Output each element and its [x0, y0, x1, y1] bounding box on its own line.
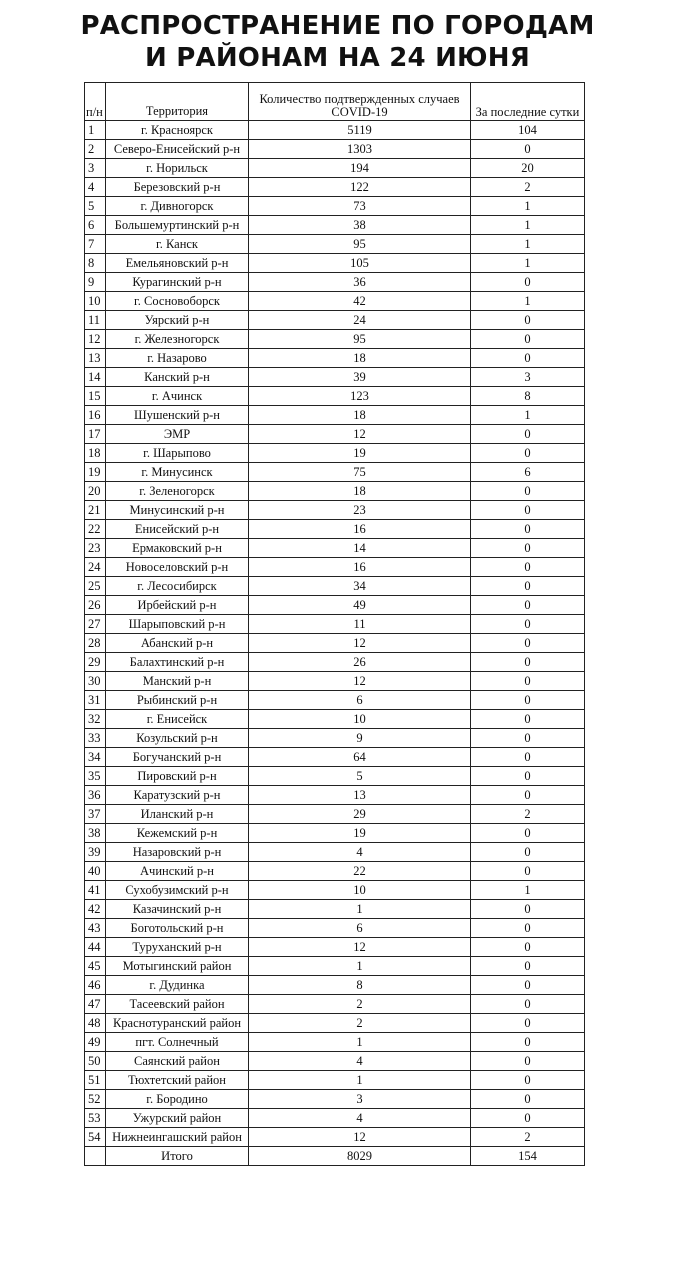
cases-last-day: 0	[471, 862, 585, 881]
territory-name: Назаровский р-н	[106, 843, 249, 862]
cases-last-day: 1	[471, 197, 585, 216]
territory-name: ЭМР	[106, 425, 249, 444]
territory-name: г. Железногорск	[106, 330, 249, 349]
territory-name: г. Сосновоборск	[106, 292, 249, 311]
confirmed-cases: 34	[249, 577, 471, 596]
territory-name: Емельяновский р-н	[106, 254, 249, 273]
territory-name: г. Дивногорск	[106, 197, 249, 216]
row-number: 41	[85, 881, 106, 900]
row-number: 21	[85, 501, 106, 520]
cases-last-day: 0	[471, 140, 585, 159]
row-number: 16	[85, 406, 106, 425]
row-number: 15	[85, 387, 106, 406]
cases-last-day: 8	[471, 387, 585, 406]
confirmed-cases: 38	[249, 216, 471, 235]
confirmed-cases: 95	[249, 330, 471, 349]
confirmed-cases: 24	[249, 311, 471, 330]
row-number: 5	[85, 197, 106, 216]
cases-last-day: 0	[471, 767, 585, 786]
header-confirmed-cases: Количество подтвержденных случаев COVID-19	[249, 83, 471, 121]
cases-last-day: 1	[471, 406, 585, 425]
territory-name: г. Енисейск	[106, 710, 249, 729]
confirmed-cases: 18	[249, 349, 471, 368]
row-number: 13	[85, 349, 106, 368]
territory-name: Ачинский р-н	[106, 862, 249, 881]
cases-last-day: 0	[471, 1033, 585, 1052]
row-number: 7	[85, 235, 106, 254]
covid-cases-table	[84, 82, 585, 1166]
table-row	[85, 596, 585, 615]
territory-name: г. Дудинка	[106, 976, 249, 995]
table-row	[85, 444, 585, 463]
cases-last-day: 0	[471, 577, 585, 596]
cases-last-day: 0	[471, 349, 585, 368]
page-title	[0, 10, 675, 74]
table-row	[85, 577, 585, 596]
territory-name: Шушенский р-н	[106, 406, 249, 425]
row-number: 12	[85, 330, 106, 349]
cases-last-day: 0	[471, 1109, 585, 1128]
table-row	[85, 387, 585, 406]
territory-name: Казачинский р-н	[106, 900, 249, 919]
table-row	[85, 786, 585, 805]
territory-name: Тюхтетский район	[106, 1071, 249, 1090]
row-number: 49	[85, 1033, 106, 1052]
territory-name: Козульский р-н	[106, 729, 249, 748]
cases-last-day: 0	[471, 995, 585, 1014]
cases-last-day: 0	[471, 520, 585, 539]
cases-last-day: 0	[471, 957, 585, 976]
table-row	[85, 805, 585, 824]
table-body	[85, 121, 585, 1147]
row-number: 3	[85, 159, 106, 178]
cases-last-day: 0	[471, 653, 585, 672]
row-number: 19	[85, 463, 106, 482]
cases-last-day: 6	[471, 463, 585, 482]
row-number: 31	[85, 691, 106, 710]
cases-last-day: 0	[471, 634, 585, 653]
territory-name: Манский р-н	[106, 672, 249, 691]
confirmed-cases: 19	[249, 444, 471, 463]
table-row	[85, 254, 585, 273]
table-row	[85, 976, 585, 995]
territory-name: г. Минусинск	[106, 463, 249, 482]
header-number: п/н	[85, 83, 106, 121]
territory-name: г. Красноярск	[106, 121, 249, 140]
table-row	[85, 197, 585, 216]
row-number: 40	[85, 862, 106, 881]
cases-last-day: 0	[471, 938, 585, 957]
territory-name: г. Бородино	[106, 1090, 249, 1109]
table-row	[85, 881, 585, 900]
row-number: 20	[85, 482, 106, 501]
territory-name: пгт. Солнечный	[106, 1033, 249, 1052]
row-number: 9	[85, 273, 106, 292]
territory-name: г. Ачинск	[106, 387, 249, 406]
row-number: 34	[85, 748, 106, 767]
confirmed-cases: 49	[249, 596, 471, 615]
table-row	[85, 843, 585, 862]
territory-name: г. Лесосибирск	[106, 577, 249, 596]
cases-last-day: 0	[471, 558, 585, 577]
confirmed-cases: 1303	[249, 140, 471, 159]
territory-name: Богучанский р-н	[106, 748, 249, 767]
row-number: 22	[85, 520, 106, 539]
row-number: 14	[85, 368, 106, 387]
row-number: 33	[85, 729, 106, 748]
table-row	[85, 501, 585, 520]
table-row	[85, 995, 585, 1014]
table-row	[85, 1071, 585, 1090]
table-row	[85, 425, 585, 444]
header-last-day: За последние сутки	[471, 83, 585, 121]
territory-name: Северо-Енисейский р-н	[106, 140, 249, 159]
table-row	[85, 862, 585, 881]
page-title-line-2: И РАЙОНАМ НА 24 ИЮНЯ	[145, 43, 530, 73]
table-row	[85, 748, 585, 767]
territory-name: Ужурский район	[106, 1109, 249, 1128]
row-number: 35	[85, 767, 106, 786]
table-row	[85, 1014, 585, 1033]
row-number: 25	[85, 577, 106, 596]
confirmed-cases: 1	[249, 1033, 471, 1052]
table-row	[85, 349, 585, 368]
confirmed-cases: 6	[249, 919, 471, 938]
territory-name: Нижнеингашский район	[106, 1128, 249, 1147]
cases-last-day: 0	[471, 710, 585, 729]
territory-name: Березовский р-н	[106, 178, 249, 197]
row-number: 52	[85, 1090, 106, 1109]
row-number: 51	[85, 1071, 106, 1090]
territory-name: г. Канск	[106, 235, 249, 254]
table-row	[85, 653, 585, 672]
cases-last-day: 0	[471, 539, 585, 558]
table-row	[85, 1090, 585, 1109]
territory-name: г. Шарыпово	[106, 444, 249, 463]
confirmed-cases: 123	[249, 387, 471, 406]
cases-last-day: 0	[471, 691, 585, 710]
row-number: 43	[85, 919, 106, 938]
row-number: 42	[85, 900, 106, 919]
cases-last-day: 0	[471, 273, 585, 292]
cases-last-day: 2	[471, 805, 585, 824]
cases-last-day: 0	[471, 482, 585, 501]
row-number: 23	[85, 539, 106, 558]
table-row	[85, 558, 585, 577]
confirmed-cases: 12	[249, 672, 471, 691]
confirmed-cases: 39	[249, 368, 471, 387]
cases-last-day: 0	[471, 843, 585, 862]
table-row	[85, 1109, 585, 1128]
table-row	[85, 273, 585, 292]
cases-last-day: 2	[471, 1128, 585, 1147]
confirmed-cases: 19	[249, 824, 471, 843]
territory-name: Минусинский р-н	[106, 501, 249, 520]
cases-last-day: 1	[471, 216, 585, 235]
confirmed-cases: 16	[249, 558, 471, 577]
confirmed-cases: 6	[249, 691, 471, 710]
row-number: 32	[85, 710, 106, 729]
confirmed-cases: 75	[249, 463, 471, 482]
cases-last-day: 0	[471, 976, 585, 995]
territory-name: Канский р-н	[106, 368, 249, 387]
row-number: 46	[85, 976, 106, 995]
territory-name: Кежемский р-н	[106, 824, 249, 843]
row-number: 29	[85, 653, 106, 672]
confirmed-cases: 42	[249, 292, 471, 311]
cases-last-day: 0	[471, 501, 585, 520]
row-number: 18	[85, 444, 106, 463]
confirmed-cases: 16	[249, 520, 471, 539]
confirmed-cases: 10	[249, 710, 471, 729]
confirmed-cases: 36	[249, 273, 471, 292]
territory-name: Иланский р-н	[106, 805, 249, 824]
confirmed-cases: 4	[249, 1109, 471, 1128]
territory-name: Ермаковский р-н	[106, 539, 249, 558]
header-territory: Территория	[106, 83, 249, 121]
row-number: 28	[85, 634, 106, 653]
table-row	[85, 672, 585, 691]
territory-name: г. Зеленогорск	[106, 482, 249, 501]
territory-name: Большемуртинский р-н	[106, 216, 249, 235]
confirmed-cases: 12	[249, 1128, 471, 1147]
cases-last-day: 1	[471, 292, 585, 311]
total-cases: 8029	[249, 1147, 471, 1166]
row-number: 38	[85, 824, 106, 843]
territory-name: Рыбинский р-н	[106, 691, 249, 710]
row-number: 30	[85, 672, 106, 691]
row-number: 1	[85, 121, 106, 140]
confirmed-cases: 1	[249, 957, 471, 976]
confirmed-cases: 12	[249, 425, 471, 444]
row-number: 17	[85, 425, 106, 444]
territory-name: Мотыгинский район	[106, 957, 249, 976]
table-row	[85, 1128, 585, 1147]
total-number-cell	[85, 1147, 106, 1166]
territory-name: Пировский р-н	[106, 767, 249, 786]
table-row	[85, 710, 585, 729]
table-row	[85, 539, 585, 558]
row-number: 48	[85, 1014, 106, 1033]
confirmed-cases: 5119	[249, 121, 471, 140]
cases-last-day: 0	[471, 900, 585, 919]
table-row	[85, 957, 585, 976]
table-row	[85, 216, 585, 235]
territory-name: Шарыповский р-н	[106, 615, 249, 634]
row-number: 8	[85, 254, 106, 273]
cases-last-day: 0	[471, 425, 585, 444]
table-row	[85, 1052, 585, 1071]
confirmed-cases: 12	[249, 938, 471, 957]
table-row	[85, 482, 585, 501]
cases-last-day: 1	[471, 881, 585, 900]
table-row	[85, 691, 585, 710]
row-number: 24	[85, 558, 106, 577]
territory-name: Курагинский р-н	[106, 273, 249, 292]
row-number: 53	[85, 1109, 106, 1128]
cases-last-day: 0	[471, 729, 585, 748]
cases-last-day: 0	[471, 1071, 585, 1090]
total-label: Итого	[106, 1147, 249, 1166]
table-row	[85, 140, 585, 159]
row-number: 10	[85, 292, 106, 311]
table-row	[85, 178, 585, 197]
table-row	[85, 729, 585, 748]
cases-last-day: 3	[471, 368, 585, 387]
territory-name: Саянский район	[106, 1052, 249, 1071]
confirmed-cases: 2	[249, 1014, 471, 1033]
total-row	[85, 1147, 585, 1166]
confirmed-cases: 1	[249, 900, 471, 919]
cases-last-day: 0	[471, 1090, 585, 1109]
table-row	[85, 292, 585, 311]
table-row	[85, 406, 585, 425]
table-row	[85, 121, 585, 140]
total-last-day: 154	[471, 1147, 585, 1166]
page-title-line-1: РАСПРОСТРАНЕНИЕ ПО ГОРОДАМ	[80, 11, 595, 41]
row-number: 50	[85, 1052, 106, 1071]
territory-name: г. Назарово	[106, 349, 249, 368]
cases-last-day: 1	[471, 235, 585, 254]
territory-name: Енисейский р-н	[106, 520, 249, 539]
cases-last-day: 104	[471, 121, 585, 140]
confirmed-cases: 1	[249, 1071, 471, 1090]
cases-last-day: 0	[471, 824, 585, 843]
confirmed-cases: 105	[249, 254, 471, 273]
table-row	[85, 634, 585, 653]
confirmed-cases: 3	[249, 1090, 471, 1109]
confirmed-cases: 14	[249, 539, 471, 558]
confirmed-cases: 64	[249, 748, 471, 767]
territory-name: г. Норильск	[106, 159, 249, 178]
confirmed-cases: 95	[249, 235, 471, 254]
territory-name: Уярский р-н	[106, 311, 249, 330]
cases-last-day: 0	[471, 615, 585, 634]
cases-last-day: 0	[471, 330, 585, 349]
cases-last-day: 20	[471, 159, 585, 178]
table-row	[85, 938, 585, 957]
territory-name: Сухобузимский р-н	[106, 881, 249, 900]
confirmed-cases: 9	[249, 729, 471, 748]
cases-last-day: 0	[471, 1014, 585, 1033]
row-number: 27	[85, 615, 106, 634]
confirmed-cases: 122	[249, 178, 471, 197]
confirmed-cases: 10	[249, 881, 471, 900]
confirmed-cases: 2	[249, 995, 471, 1014]
confirmed-cases: 26	[249, 653, 471, 672]
confirmed-cases: 23	[249, 501, 471, 520]
confirmed-cases: 11	[249, 615, 471, 634]
cases-last-day: 0	[471, 786, 585, 805]
row-number: 37	[85, 805, 106, 824]
row-number: 2	[85, 140, 106, 159]
table-row	[85, 368, 585, 387]
territory-name: Новоселовский р-н	[106, 558, 249, 577]
confirmed-cases: 8	[249, 976, 471, 995]
table-row	[85, 159, 585, 178]
confirmed-cases: 4	[249, 1052, 471, 1071]
table-row	[85, 463, 585, 482]
row-number: 4	[85, 178, 106, 197]
row-number: 6	[85, 216, 106, 235]
table-row	[85, 235, 585, 254]
territory-name: Туруханский р-н	[106, 938, 249, 957]
row-number: 54	[85, 1128, 106, 1147]
row-number: 26	[85, 596, 106, 615]
row-number: 11	[85, 311, 106, 330]
territory-name: Балахтинский р-н	[106, 653, 249, 672]
table-row	[85, 615, 585, 634]
confirmed-cases: 194	[249, 159, 471, 178]
confirmed-cases: 73	[249, 197, 471, 216]
table-row	[85, 824, 585, 843]
confirmed-cases: 5	[249, 767, 471, 786]
table-row	[85, 900, 585, 919]
table-row	[85, 767, 585, 786]
row-number: 44	[85, 938, 106, 957]
cases-last-day: 0	[471, 311, 585, 330]
territory-name: Тасеевский район	[106, 995, 249, 1014]
territory-name: Каратузский р-н	[106, 786, 249, 805]
cases-last-day: 2	[471, 178, 585, 197]
confirmed-cases: 18	[249, 406, 471, 425]
confirmed-cases: 12	[249, 634, 471, 653]
cases-last-day: 0	[471, 1052, 585, 1071]
territory-name: Ирбейский р-н	[106, 596, 249, 615]
row-number: 45	[85, 957, 106, 976]
table-row	[85, 311, 585, 330]
territory-name: Краснотуранский район	[106, 1014, 249, 1033]
table-row	[85, 520, 585, 539]
row-number: 47	[85, 995, 106, 1014]
table-row	[85, 919, 585, 938]
table-header-row	[85, 83, 585, 121]
cases-last-day: 0	[471, 596, 585, 615]
table-row	[85, 1033, 585, 1052]
confirmed-cases: 4	[249, 843, 471, 862]
cases-last-day: 0	[471, 672, 585, 691]
cases-last-day: 0	[471, 444, 585, 463]
territory-name: Абанский р-н	[106, 634, 249, 653]
confirmed-cases: 29	[249, 805, 471, 824]
cases-last-day: 0	[471, 919, 585, 938]
row-number: 36	[85, 786, 106, 805]
table-row	[85, 330, 585, 349]
confirmed-cases: 22	[249, 862, 471, 881]
cases-last-day: 0	[471, 748, 585, 767]
cases-last-day: 1	[471, 254, 585, 273]
confirmed-cases: 13	[249, 786, 471, 805]
confirmed-cases: 18	[249, 482, 471, 501]
row-number: 39	[85, 843, 106, 862]
territory-name: Боготольский р-н	[106, 919, 249, 938]
